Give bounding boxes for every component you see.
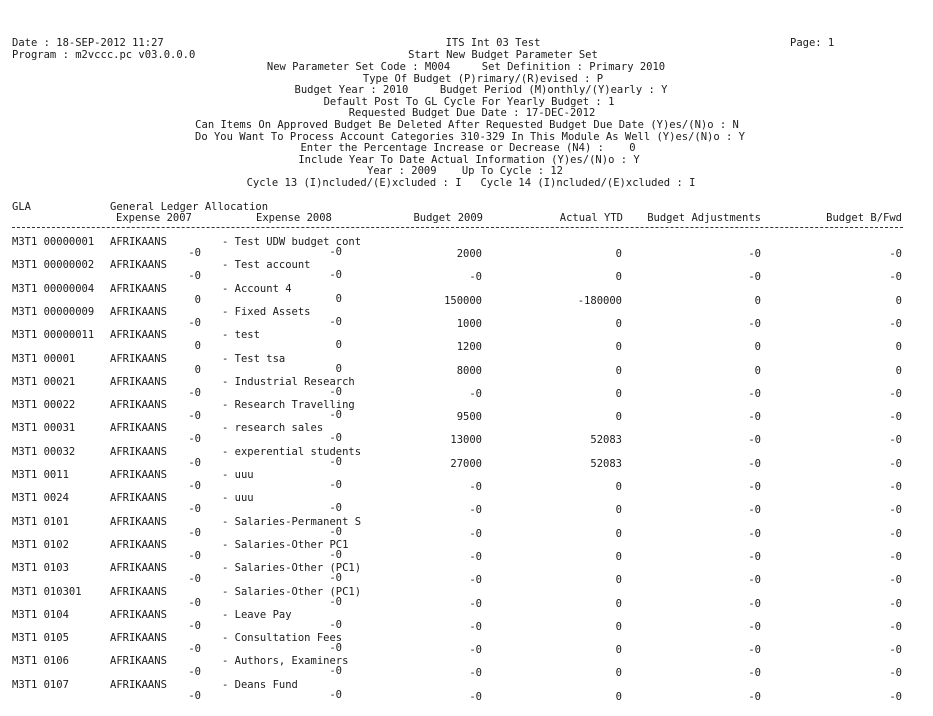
row-expense-2007: -0 bbox=[188, 386, 201, 399]
row-expense-2008: -0 bbox=[329, 455, 342, 468]
row-budget-bfwd: 0 bbox=[895, 341, 902, 354]
row-expense-2008: -0 bbox=[329, 572, 342, 585]
row-expense-2008: -0 bbox=[329, 595, 342, 608]
row-expense-2008: -0 bbox=[329, 665, 342, 678]
row-budget-2009: -0 bbox=[469, 387, 482, 400]
row-actual-ytd: 0 bbox=[615, 644, 622, 657]
row-gla: M3T1 0104 bbox=[12, 608, 69, 621]
row-gla: M3T1 0101 bbox=[12, 515, 69, 528]
row-expense-2007: -0 bbox=[188, 573, 201, 586]
row-expense-2008: 0 bbox=[335, 339, 342, 352]
row-description: - Research Travelling bbox=[222, 399, 355, 412]
row-budget-adjustments: 0 bbox=[754, 364, 761, 377]
col-gla: GLA bbox=[12, 201, 31, 213]
row-budget-adjustments: -0 bbox=[748, 387, 761, 400]
row-budget-adjustments: -0 bbox=[748, 504, 761, 517]
row-expense-2008: -0 bbox=[329, 432, 342, 445]
parameter-line: Include Year To Date Actual Information (Y)es/(N)o : Y bbox=[298, 153, 640, 166]
row-budget-adjustments: -0 bbox=[748, 411, 761, 424]
row-actual-ytd: 0 bbox=[615, 667, 622, 680]
parameter-line: Type Of Budget (P)rimary/(R)evised : P bbox=[362, 72, 604, 85]
row-budget-adjustments: -0 bbox=[748, 317, 761, 330]
row-description: - test bbox=[222, 329, 260, 342]
row-expense-2007: -0 bbox=[188, 270, 201, 283]
row-actual-ytd: 52083 bbox=[590, 457, 622, 470]
row-allocation: AFRIKAANS bbox=[110, 608, 167, 621]
row-budget-adjustments: -0 bbox=[748, 690, 761, 703]
row-actual-ytd: 0 bbox=[615, 690, 622, 703]
parameter-line: Do You Want To Process Account Categories 310-329 In This Module As Well (Y)es/(N)o : Y bbox=[195, 130, 745, 143]
row-budget-adjustments: -0 bbox=[748, 434, 761, 447]
row-gla: M3T1 0011 bbox=[12, 469, 69, 481]
row-description: - Industrial Research bbox=[222, 375, 355, 388]
row-allocation: AFRIKAANS bbox=[110, 678, 167, 691]
row-budget-2009: 27000 bbox=[450, 457, 482, 470]
row-budget-adjustments: -0 bbox=[748, 527, 761, 540]
row-expense-2007: -0 bbox=[188, 619, 201, 632]
row-budget-adjustments: -0 bbox=[748, 644, 761, 657]
row-expense-2007: -0 bbox=[188, 480, 201, 492]
row-expense-2007: -0 bbox=[188, 596, 201, 609]
row-budget-bfwd: -0 bbox=[889, 317, 902, 330]
row-allocation: AFRIKAANS bbox=[110, 562, 167, 575]
row-budget-adjustments: -0 bbox=[748, 597, 761, 610]
row-budget-adjustments: -0 bbox=[748, 550, 761, 563]
row-actual-ytd: 0 bbox=[615, 271, 622, 284]
row-expense-2007: -0 bbox=[188, 410, 201, 423]
row-allocation: AFRIKAANS bbox=[110, 282, 167, 295]
row-allocation: AFRIKAANS bbox=[110, 492, 167, 505]
row-budget-bfwd: 0 bbox=[895, 294, 902, 307]
row-budget-2009: -0 bbox=[469, 550, 482, 563]
col-expense-2007: Expense 2007 bbox=[116, 212, 192, 224]
row-expense-2008: -0 bbox=[329, 618, 342, 631]
row-allocation: AFRIKAANS bbox=[110, 422, 167, 435]
row-gla: M3T1 00032 bbox=[12, 445, 76, 458]
row-actual-ytd: 0 bbox=[615, 550, 622, 563]
row-budget-2009: -0 bbox=[469, 481, 482, 493]
row-actual-ytd: 0 bbox=[615, 364, 622, 377]
row-expense-2008: -0 bbox=[329, 525, 342, 538]
row-budget-2009: 1200 bbox=[456, 341, 482, 354]
row-expense-2008: -0 bbox=[329, 385, 342, 398]
row-budget-2009: 1000 bbox=[456, 317, 482, 330]
row-expense-2008: -0 bbox=[329, 315, 342, 328]
row-gla: M3T1 0105 bbox=[12, 632, 69, 645]
row-expense-2008: 0 bbox=[335, 362, 342, 375]
header-divider bbox=[12, 227, 903, 228]
row-description: - uuu bbox=[222, 469, 254, 481]
row-description: - uuu bbox=[222, 492, 254, 505]
row-budget-2009: -0 bbox=[469, 527, 482, 540]
row-expense-2008: -0 bbox=[329, 502, 342, 515]
row-budget-bfwd: -0 bbox=[889, 574, 902, 587]
row-gla: M3T1 00000002 bbox=[12, 259, 95, 272]
row-description: - Leave Pay bbox=[222, 608, 292, 621]
row-budget-bfwd: 0 bbox=[895, 364, 902, 377]
row-actual-ytd: -180000 bbox=[577, 294, 622, 307]
row-allocation: AFRIKAANS bbox=[110, 538, 167, 551]
row-budget-2009: -0 bbox=[469, 597, 482, 610]
parameter-line: New Parameter Set Code : M004 Set Definition : Primary 2010 bbox=[266, 61, 666, 73]
row-description: - experential students bbox=[222, 445, 362, 458]
row-gla: M3T1 00000009 bbox=[12, 305, 95, 318]
row-description: - Test UDW budget cont bbox=[222, 236, 362, 248]
row-allocation: AFRIKAANS bbox=[110, 329, 167, 342]
row-budget-adjustments: -0 bbox=[748, 667, 761, 680]
row-budget-bfwd: -0 bbox=[889, 434, 902, 447]
row-expense-2007: -0 bbox=[188, 526, 201, 539]
col-budget-adjustments: Budget Adjustments bbox=[647, 212, 761, 224]
row-budget-adjustments: -0 bbox=[748, 248, 761, 260]
row-budget-bfwd: -0 bbox=[889, 690, 902, 703]
row-expense-2007: -0 bbox=[188, 643, 201, 656]
row-actual-ytd: 0 bbox=[615, 527, 622, 540]
row-budget-bfwd: -0 bbox=[889, 644, 902, 657]
row-allocation: AFRIKAANS bbox=[110, 585, 167, 598]
row-expense-2007: -0 bbox=[188, 503, 201, 516]
col-actual-ytd: Actual YTD bbox=[559, 212, 623, 224]
row-budget-adjustments: 0 bbox=[754, 294, 761, 307]
row-budget-bfwd: -0 bbox=[889, 620, 902, 633]
row-allocation: AFRIKAANS bbox=[110, 352, 167, 365]
row-budget-2009: -0 bbox=[469, 504, 482, 517]
row-budget-bfwd: -0 bbox=[889, 481, 902, 493]
parameter-line: Can Items On Approved Budget Be Deleted After Requested Budget Due Date (Y)es/(N)o : N bbox=[195, 119, 739, 131]
row-description: - Salaries-Permanent S bbox=[222, 515, 362, 528]
row-budget-bfwd: -0 bbox=[889, 504, 902, 517]
row-allocation: AFRIKAANS bbox=[110, 236, 167, 248]
row-expense-2008: -0 bbox=[329, 688, 342, 701]
row-expense-2007: 0 bbox=[194, 293, 201, 306]
row-budget-2009: -0 bbox=[469, 271, 482, 284]
row-description: - Salaries-Other PC1 bbox=[222, 538, 349, 551]
parameter-line: Budget Year : 2010 Budget Period (M)onthly/(Y)early : Y bbox=[294, 84, 668, 97]
row-expense-2008: -0 bbox=[329, 269, 342, 282]
col-budget-2009: Budget 2009 bbox=[413, 212, 483, 224]
row-gla: M3T1 00022 bbox=[12, 399, 76, 412]
parameter-line: Requested Budget Due Date : 17-DEC-2012 bbox=[348, 107, 596, 120]
row-actual-ytd: 52083 bbox=[590, 434, 622, 447]
row-budget-adjustments: -0 bbox=[748, 481, 761, 493]
row-description: - Account 4 bbox=[222, 282, 292, 295]
row-actual-ytd: 0 bbox=[615, 248, 622, 260]
row-budget-2009: 8000 bbox=[456, 364, 482, 377]
row-gla: M3T1 0107 bbox=[12, 678, 69, 691]
row-budget-2009: -0 bbox=[469, 644, 482, 657]
row-budget-bfwd: -0 bbox=[889, 411, 902, 424]
row-expense-2007: -0 bbox=[188, 247, 201, 259]
page-number: Page: 1 bbox=[790, 37, 835, 49]
row-allocation: AFRIKAANS bbox=[110, 259, 167, 272]
row-expense-2007: -0 bbox=[188, 549, 201, 562]
row-budget-bfwd: -0 bbox=[889, 550, 902, 563]
row-description: - Salaries-Other (PC1) bbox=[222, 585, 362, 598]
row-description: - research sales bbox=[222, 422, 324, 435]
row-description: - Test account bbox=[222, 259, 311, 272]
col-expense-2008: Expense 2008 bbox=[256, 212, 332, 224]
row-actual-ytd: 0 bbox=[615, 317, 622, 330]
row-allocation: AFRIKAANS bbox=[110, 305, 167, 318]
row-actual-ytd: 0 bbox=[615, 341, 622, 354]
row-actual-ytd: 0 bbox=[615, 574, 622, 587]
col-budget-bfwd: Budget B/Fwd bbox=[826, 212, 902, 224]
row-expense-2008: -0 bbox=[329, 479, 342, 491]
row-budget-bfwd: -0 bbox=[889, 271, 902, 284]
row-actual-ytd: 0 bbox=[615, 411, 622, 424]
row-expense-2008: -0 bbox=[329, 548, 342, 561]
row-expense-2008: -0 bbox=[329, 642, 342, 655]
row-allocation: AFRIKAANS bbox=[110, 469, 167, 481]
row-expense-2007: -0 bbox=[188, 433, 201, 446]
row-allocation: AFRIKAANS bbox=[110, 515, 167, 528]
row-budget-2009: 13000 bbox=[450, 434, 482, 447]
row-gla: M3T1 0024 bbox=[12, 492, 69, 505]
row-expense-2007: -0 bbox=[188, 456, 201, 469]
row-expense-2007: -0 bbox=[188, 316, 201, 329]
row-budget-2009: 2000 bbox=[456, 248, 482, 260]
parameter-line: Enter the Percentage Increase or Decrease (N4) : 0 bbox=[300, 142, 636, 155]
report-date: Date : 18-SEP-2012 11:27 bbox=[12, 37, 164, 49]
row-gla: M3T1 0103 bbox=[12, 562, 69, 575]
row-gla: M3T1 00000011 bbox=[12, 329, 95, 342]
row-allocation: AFRIKAANS bbox=[110, 399, 167, 412]
row-description: - Consultation Fees bbox=[222, 632, 343, 645]
col-allocation: General Ledger Allocation bbox=[110, 201, 269, 213]
row-expense-2008: -0 bbox=[329, 246, 342, 258]
row-actual-ytd: 0 bbox=[615, 597, 622, 610]
row-budget-bfwd: -0 bbox=[889, 597, 902, 610]
row-description: - Test tsa bbox=[222, 352, 286, 365]
row-budget-2009: 9500 bbox=[456, 411, 482, 424]
row-expense-2008: -0 bbox=[329, 409, 342, 422]
row-description: - Deans Fund bbox=[222, 678, 298, 691]
row-description: - Fixed Assets bbox=[222, 305, 311, 318]
row-allocation: AFRIKAANS bbox=[110, 655, 167, 668]
row-expense-2007: 0 bbox=[194, 363, 201, 376]
row-allocation: AFRIKAANS bbox=[110, 445, 167, 458]
row-gla: M3T1 00031 bbox=[12, 422, 76, 435]
row-description: - Authors, Examiners bbox=[222, 655, 349, 668]
row-allocation: AFRIKAANS bbox=[110, 375, 167, 388]
report-program: Program : m2vccc.pc v03.0.0.0 bbox=[12, 49, 196, 61]
report-title: ITS Int 03 Test bbox=[445, 37, 541, 49]
row-budget-2009: 150000 bbox=[444, 294, 482, 307]
row-budget-adjustments: -0 bbox=[748, 457, 761, 470]
row-budget-2009: -0 bbox=[469, 574, 482, 587]
row-expense-2008: 0 bbox=[335, 292, 342, 305]
row-gla: M3T1 00021 bbox=[12, 375, 76, 388]
row-budget-bfwd: -0 bbox=[889, 248, 902, 260]
row-gla: M3T1 00000001 bbox=[12, 236, 95, 248]
row-gla: M3T1 0102 bbox=[12, 538, 69, 551]
row-budget-2009: -0 bbox=[469, 667, 482, 680]
row-gla: M3T1 010301 bbox=[12, 585, 82, 598]
row-actual-ytd: 0 bbox=[615, 387, 622, 400]
row-expense-2007: -0 bbox=[188, 689, 201, 702]
row-budget-adjustments: 0 bbox=[754, 341, 761, 354]
row-budget-adjustments: -0 bbox=[748, 574, 761, 587]
parameter-line: Year : 2009 Up To Cycle : 12 bbox=[367, 165, 563, 178]
row-budget-bfwd: -0 bbox=[889, 527, 902, 540]
report-subtitle: Start New Budget Parameter Set bbox=[408, 49, 598, 61]
row-actual-ytd: 0 bbox=[615, 620, 622, 633]
row-expense-2007: 0 bbox=[194, 340, 201, 353]
row-budget-bfwd: -0 bbox=[889, 387, 902, 400]
row-gla: M3T1 00000004 bbox=[12, 282, 95, 295]
row-budget-adjustments: -0 bbox=[748, 271, 761, 284]
row-allocation: AFRIKAANS bbox=[110, 632, 167, 645]
row-budget-2009: -0 bbox=[469, 620, 482, 633]
row-description: - Salaries-Other (PC1) bbox=[222, 562, 362, 575]
row-expense-2007: -0 bbox=[188, 666, 201, 679]
row-actual-ytd: 0 bbox=[615, 504, 622, 517]
row-actual-ytd: 0 bbox=[615, 481, 622, 493]
parameter-line: Cycle 13 (I)ncluded/(E)xcluded : I Cycle 14 (I)ncluded/(E)xcluded : I bbox=[246, 177, 696, 189]
row-gla: M3T1 0106 bbox=[12, 655, 69, 668]
row-budget-bfwd: -0 bbox=[889, 457, 902, 470]
row-budget-bfwd: -0 bbox=[889, 667, 902, 680]
row-gla: M3T1 00001 bbox=[12, 352, 76, 365]
row-budget-adjustments: -0 bbox=[748, 620, 761, 633]
row-budget-2009: -0 bbox=[469, 690, 482, 703]
parameter-line: Default Post To GL Cycle For Yearly Budget : 1 bbox=[323, 95, 615, 108]
